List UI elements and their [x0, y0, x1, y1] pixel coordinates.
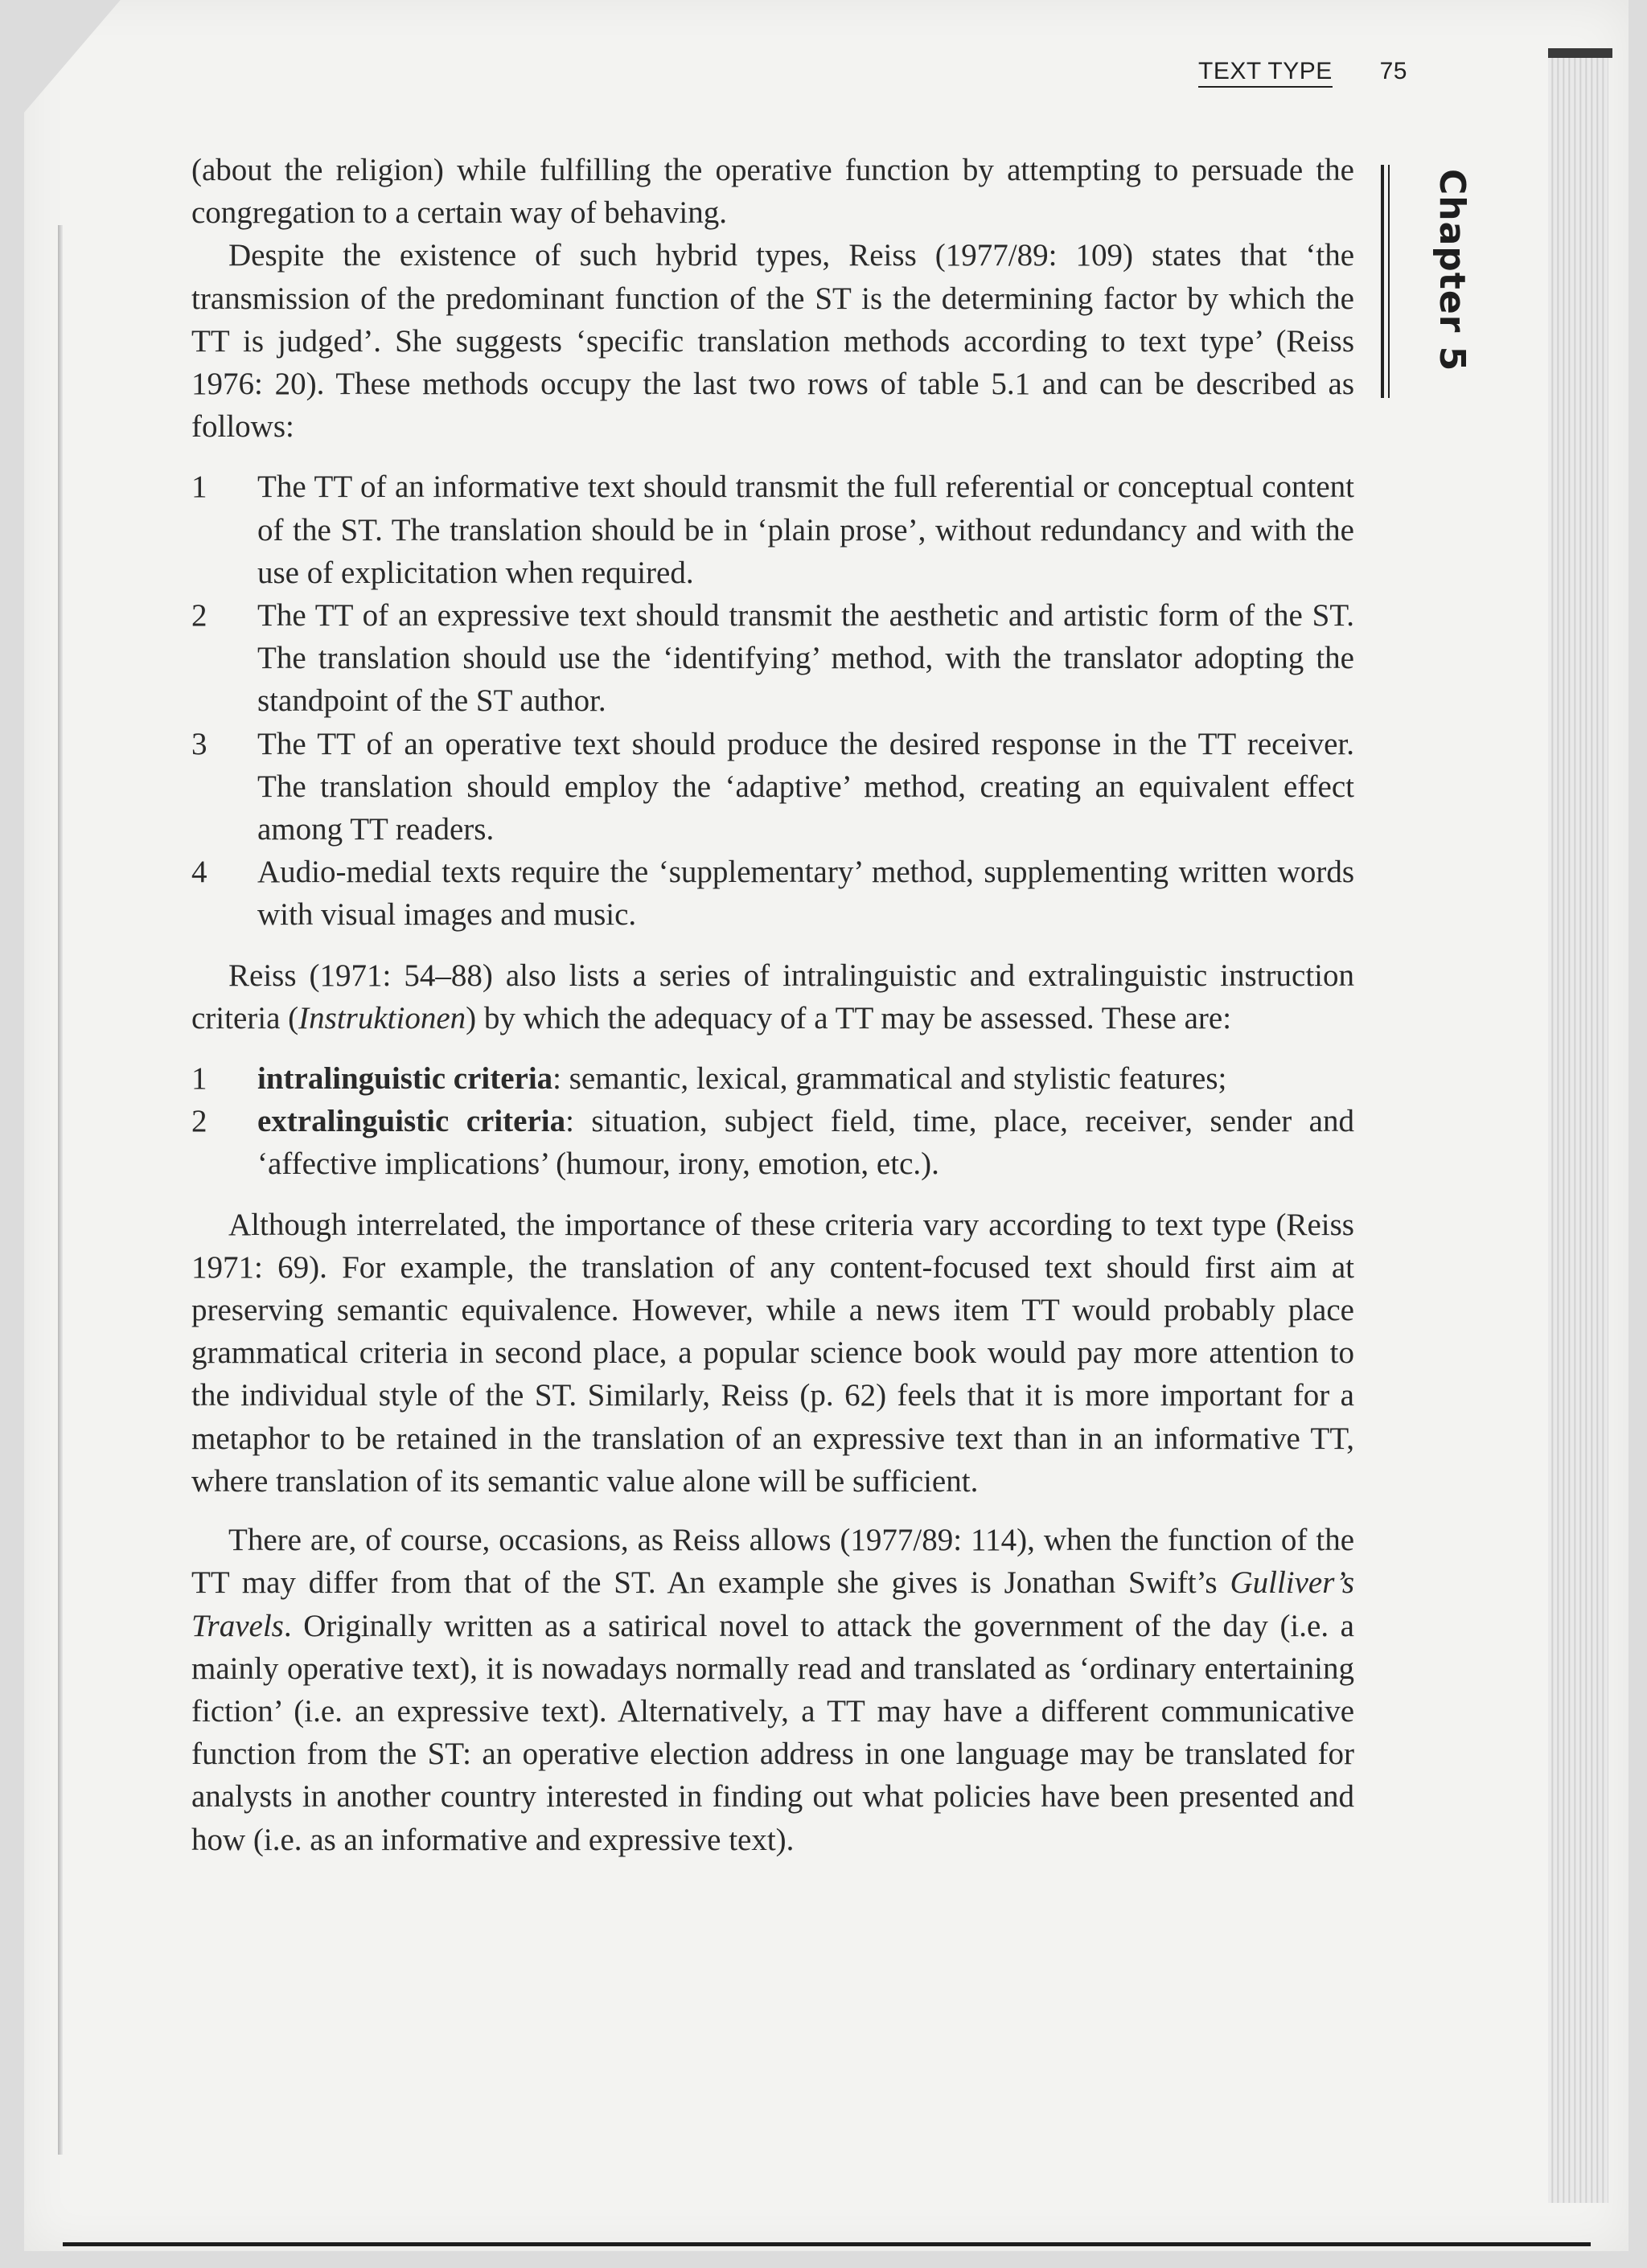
list-number: 4 — [191, 855, 207, 890]
paragraph-4: Although interrelated, the importance of these criteria vary according to text type (Reiss 1971: 69). For example, the translation of any content-focused text should first aim at preserving semantic equivalence. However, while a news item TT would probably place grammatical criteria in second place, a popular science book would pay more attention to the individual style of the ST. Similarly, Reiss (p. 62) feels that it is more important for a metaphor to be retained in the translation of an expressive text than in an informative TT, where translation of its semantic value alone will be sufficient. — [191, 1207, 1354, 1499]
page-stack-top — [1548, 48, 1612, 58]
list-item-text: : situation, subject field, time, place, receiver, sender and ‘affective implications’ (humour, irony, emotion, etc.). — [257, 1104, 1354, 1182]
paragraph-3 — [191, 954, 1354, 1040]
paragraph-3-text-b: ) by which the adequacy of a TT may be assessed. These are: — [466, 1000, 1232, 1036]
list-item-text: : semantic, lexical, grammatical and stylistic features; — [552, 1061, 1227, 1097]
running-header — [1198, 58, 1407, 85]
list-item — [191, 723, 1354, 851]
list-number: 1 — [191, 1061, 207, 1097]
page-binding-edge — [58, 225, 63, 2155]
criteria-term: intralinguistic criteria — [257, 1061, 553, 1097]
running-title: TEXT TYPE — [1198, 58, 1333, 88]
list-item-text: The TT of an operative text should produce the desired response in the TT receiver. The translation should employ the ‘adaptive’ method, creating an equivalent effect among TT readers. — [257, 726, 1354, 847]
page-number: 75 — [1379, 58, 1407, 84]
paragraph-3-text-a: Reiss (1971: 54–88) also lists a series of intralinguistic and extralinguistic instruction criteria ( — [191, 958, 1354, 1036]
paragraph-5-text-b: . Originally written as a satirical novel to attack the government of the day (i.e. a mainly operative text), it is nowadays normally read and translated as ‘ordinary entertaining fiction’ (i.e. an expressive text). Alternatively, a TT may have a different communicative function from the ST: an operative election address in one language may be translated for analysts in another country interested in finding out what policies have been presented and how (i.e. as an informative and expressive text). — [191, 1608, 1354, 1857]
list-item-text: The TT of an informative text should transmit the full referential or conceptual content of the ST. The translation should be in ‘plain prose’, without redundancy and with the use of explicitation when required. — [257, 470, 1354, 590]
list-item — [191, 851, 1354, 936]
body-text — [191, 149, 1354, 1861]
criteria-term: extralinguistic criteria — [257, 1104, 566, 1139]
criteria-list — [191, 1057, 1354, 1186]
paragraph-3-italic: Instruktionen — [298, 1000, 466, 1036]
list-item — [191, 594, 1354, 723]
paragraph-1: (about the religion) while fulfilling the operative function by attempting to persuade the congregation to a certain way of behaving. — [191, 153, 1354, 231]
list-item — [191, 465, 1354, 594]
paragraph-2: Despite the existence of such hybrid types, Reiss (1977/89: 109) states that ‘the transmission of the predominant function of the ST is the determining factor by which the TT is judged’. She suggests ‘specific translation methods according to text type’ (Reiss 1976: 20). These methods occupy the last two rows of table 5.1 and can be described as follows: — [191, 238, 1354, 445]
list-item — [191, 1100, 1354, 1185]
list-number: 1 — [191, 470, 207, 505]
list-number: 2 — [191, 598, 207, 634]
paragraph-5 — [191, 1519, 1354, 1861]
list-item-text: Audio-medial texts require the ‘supplementary’ method, supplementing written words with visual images and music. — [257, 855, 1354, 933]
page-stack-edge — [1548, 48, 1608, 2203]
paragraph-5-text-a: There are, of course, occasions, as Reiss allows (1977/89: 114), when the function of the TT may differ from that of the ST. An example she gives is Jonathan Swift’s — [191, 1523, 1354, 1601]
list-item-text: The TT of an expressive text should transmit the aesthetic and artistic form of the ST. The translation should use the ‘identifying’ method, with the translator adopting the standpoint of the ST author. — [257, 598, 1354, 719]
chapter-tab-inner-rule — [1388, 165, 1390, 398]
paragraph-5-italic: Gulliver’s Travels — [191, 1565, 1354, 1643]
chapter-label: Chapter 5 — [1431, 169, 1472, 372]
list-number: 2 — [191, 1104, 207, 1139]
list-item — [191, 1057, 1354, 1100]
list-number: 3 — [191, 726, 207, 761]
translation-methods-list — [191, 465, 1354, 936]
bottom-rule — [63, 2242, 1591, 2246]
